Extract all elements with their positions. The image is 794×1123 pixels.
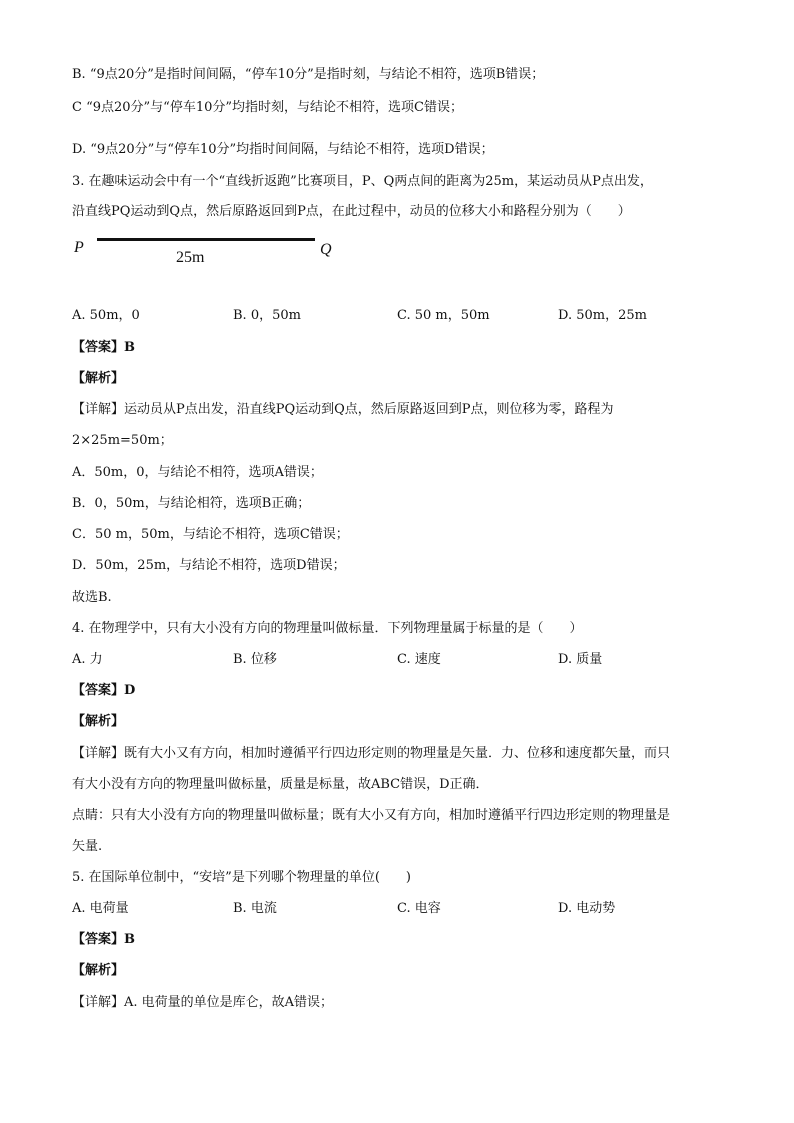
point-p-label: P	[74, 239, 84, 256]
q4-option-c: C. 速度	[397, 652, 441, 667]
q3-option-a: A. 50m，0	[72, 308, 140, 323]
q3-option-c: C. 50 m，50m	[397, 308, 490, 323]
q4-option-a: A. 力	[72, 652, 103, 667]
q4-answer: 【答案】D	[72, 683, 136, 698]
q4-analysis-heading: 【解析】	[72, 714, 125, 729]
q3-detail-line-1: 【详解】运动员从P点出发，沿直线PQ运动到Q点，然后原路返回到P点，则位移为零，路程为	[72, 402, 614, 417]
q5-option-c: C. 电容	[397, 901, 441, 916]
q5-analysis-heading: 【解析】	[72, 963, 125, 978]
q4-detail-line-2: 有大小没有方向的物理量叫做标量，质量是标量，故ABC错误，D正确．	[72, 777, 489, 792]
q3-conclusion: 故选B.	[72, 590, 112, 605]
q3-option-d: D. 50m，25m	[558, 308, 647, 323]
q3-review-a: A．50m，0，与结论不相符，选项A错误；	[72, 465, 323, 480]
q5-option-b: B. 电流	[233, 901, 277, 916]
q3-detail-line-2: 2×25m=50m；	[72, 433, 173, 448]
q4-tip-line-1: 点睛：只有大小没有方向的物理量叫做标量；既有大小又有方向，相加时遵循平行四边形定则的物理量是	[72, 808, 671, 823]
point-q-label: Q	[320, 241, 332, 258]
q3-stem-line-2: 沿直线PQ运动到Q点，然后原路返回到P点，在此过程中，动员的位移大小和路程分别为（ ）	[72, 204, 631, 219]
q4-option-b: B. 位移	[233, 652, 277, 667]
q3-analysis-heading: 【解析】	[72, 371, 125, 386]
q3-review-c: C．50 m，50m，与结论不相符，选项C错误；	[72, 527, 349, 542]
q3-answer: 【答案】B	[72, 340, 135, 355]
q4-option-d: D. 质量	[558, 652, 603, 667]
q5-option-d: D. 电动势	[558, 901, 616, 916]
q3-option-b: B. 0，50m	[233, 308, 301, 323]
q5-detail-line-1: 【详解】A. 电荷量的单位是库仑，故A错误；	[72, 995, 334, 1010]
q3-stem-line-1: 3. 在趣味运动会中有一个“直线折返跑”比赛项目，P、Q两点间的距离为25m，某运动员从P点出发，	[72, 174, 653, 189]
q5-stem: 5. 在国际单位制中，“安培”是下列哪个物理量的单位( )	[72, 870, 411, 885]
q5-option-a: A. 电荷量	[72, 901, 129, 916]
q2-option-d-explanation: D. “9点20分”与“停车10分”均指时间间隔，与结论不相符，选项D错误；	[72, 142, 494, 157]
q5-answer: 【答案】B	[72, 932, 135, 947]
pq-segment	[97, 238, 315, 241]
q2-option-c-explanation: C “9点20分”与“停车10分”均指时刻，与结论不相符，选项C错误；	[72, 100, 463, 115]
q2-option-b-explanation: B. “9点20分”是指时间间隔，“停车10分”是指时刻，与结论不相符，选项B错误；	[72, 67, 545, 82]
distance-label: 25m	[176, 249, 205, 266]
q4-tip-line-2: 矢量.	[72, 839, 103, 854]
q3-review-d: D．50m，25m，与结论不相符，选项D错误；	[72, 558, 346, 573]
q3-review-b: B．0，50m，与结论相符，选项B正确；	[72, 496, 311, 511]
q4-detail-line-1: 【详解】既有大小又有方向，相加时遵循平行四边形定则的物理量是矢量．力、位移和速度都矢量，而只	[72, 746, 671, 761]
q4-stem: 4. 在物理学中，只有大小没有方向的物理量叫做标量．下列物理量属于标量的是（ ）	[72, 621, 583, 636]
